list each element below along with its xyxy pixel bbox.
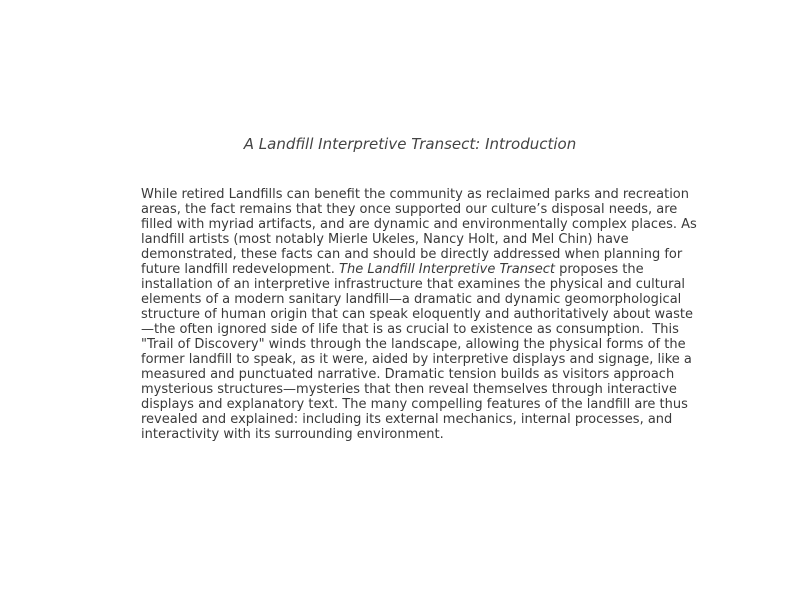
intro-paragraph [141, 187, 697, 442]
paragraph-line: measured and punctuated narrative. Dramatic tension builds as visitors approach [141, 367, 675, 382]
italic-title-reference: The Landfill Interpretive Transect [339, 262, 555, 277]
paragraph-line: structure of human origin that can speak eloquently and authoritatively about waste [141, 307, 693, 322]
paragraph-line [141, 262, 681, 277]
paragraph-line: demonstrated, these facts can and should be directly addressed when planning for [141, 247, 683, 262]
line-text: future landfill redevelopment. [141, 262, 340, 277]
paragraph-line: elements of a modern sanitary landfill—a dramatic and dynamic geomorphological [141, 292, 682, 307]
paragraph-line: revealed and explained: including its external mechanics, internal processes, and [141, 412, 673, 427]
paragraph-line: displays and explanatory text. The many compelling features of the landfill are thus [141, 397, 688, 412]
paragraph-line: former landfill to speak, as it were, aided by interpretive displays and signage, like a [141, 352, 692, 367]
paragraph-line: While retired Landfills can benefit the community as reclaimed parks and recreation [141, 187, 689, 202]
paragraph-line: landfill artists (most notably Mierle Ukeles, Nancy Holt, and Mel Chin) have [141, 232, 629, 247]
paragraph-line: filled with myriad artifacts, and are dynamic and environmentally complex places. As [141, 217, 697, 232]
paragraph-line: interactivity with its surrounding environment. [141, 427, 444, 442]
page-title: A Landfill Interpretive Transect: Introduction [243, 135, 577, 153]
line-text: proposes the [554, 262, 644, 277]
paragraph-line: "Trail of Discovery" winds through the landscape, allowing the physical forms of the [141, 337, 686, 352]
paragraph-line: —the often ignored side of life that is as crucial to existence as consumption. This [141, 322, 679, 337]
paragraph-line: installation of an interpretive infrastructure that examines the physical and cultural [141, 277, 686, 292]
paragraph-line: mysterious structures—mysteries that then reveal themselves through interactive [141, 382, 677, 397]
paragraph-line: areas, the fact remains that they once supported our culture’s disposal needs, are [141, 202, 678, 217]
